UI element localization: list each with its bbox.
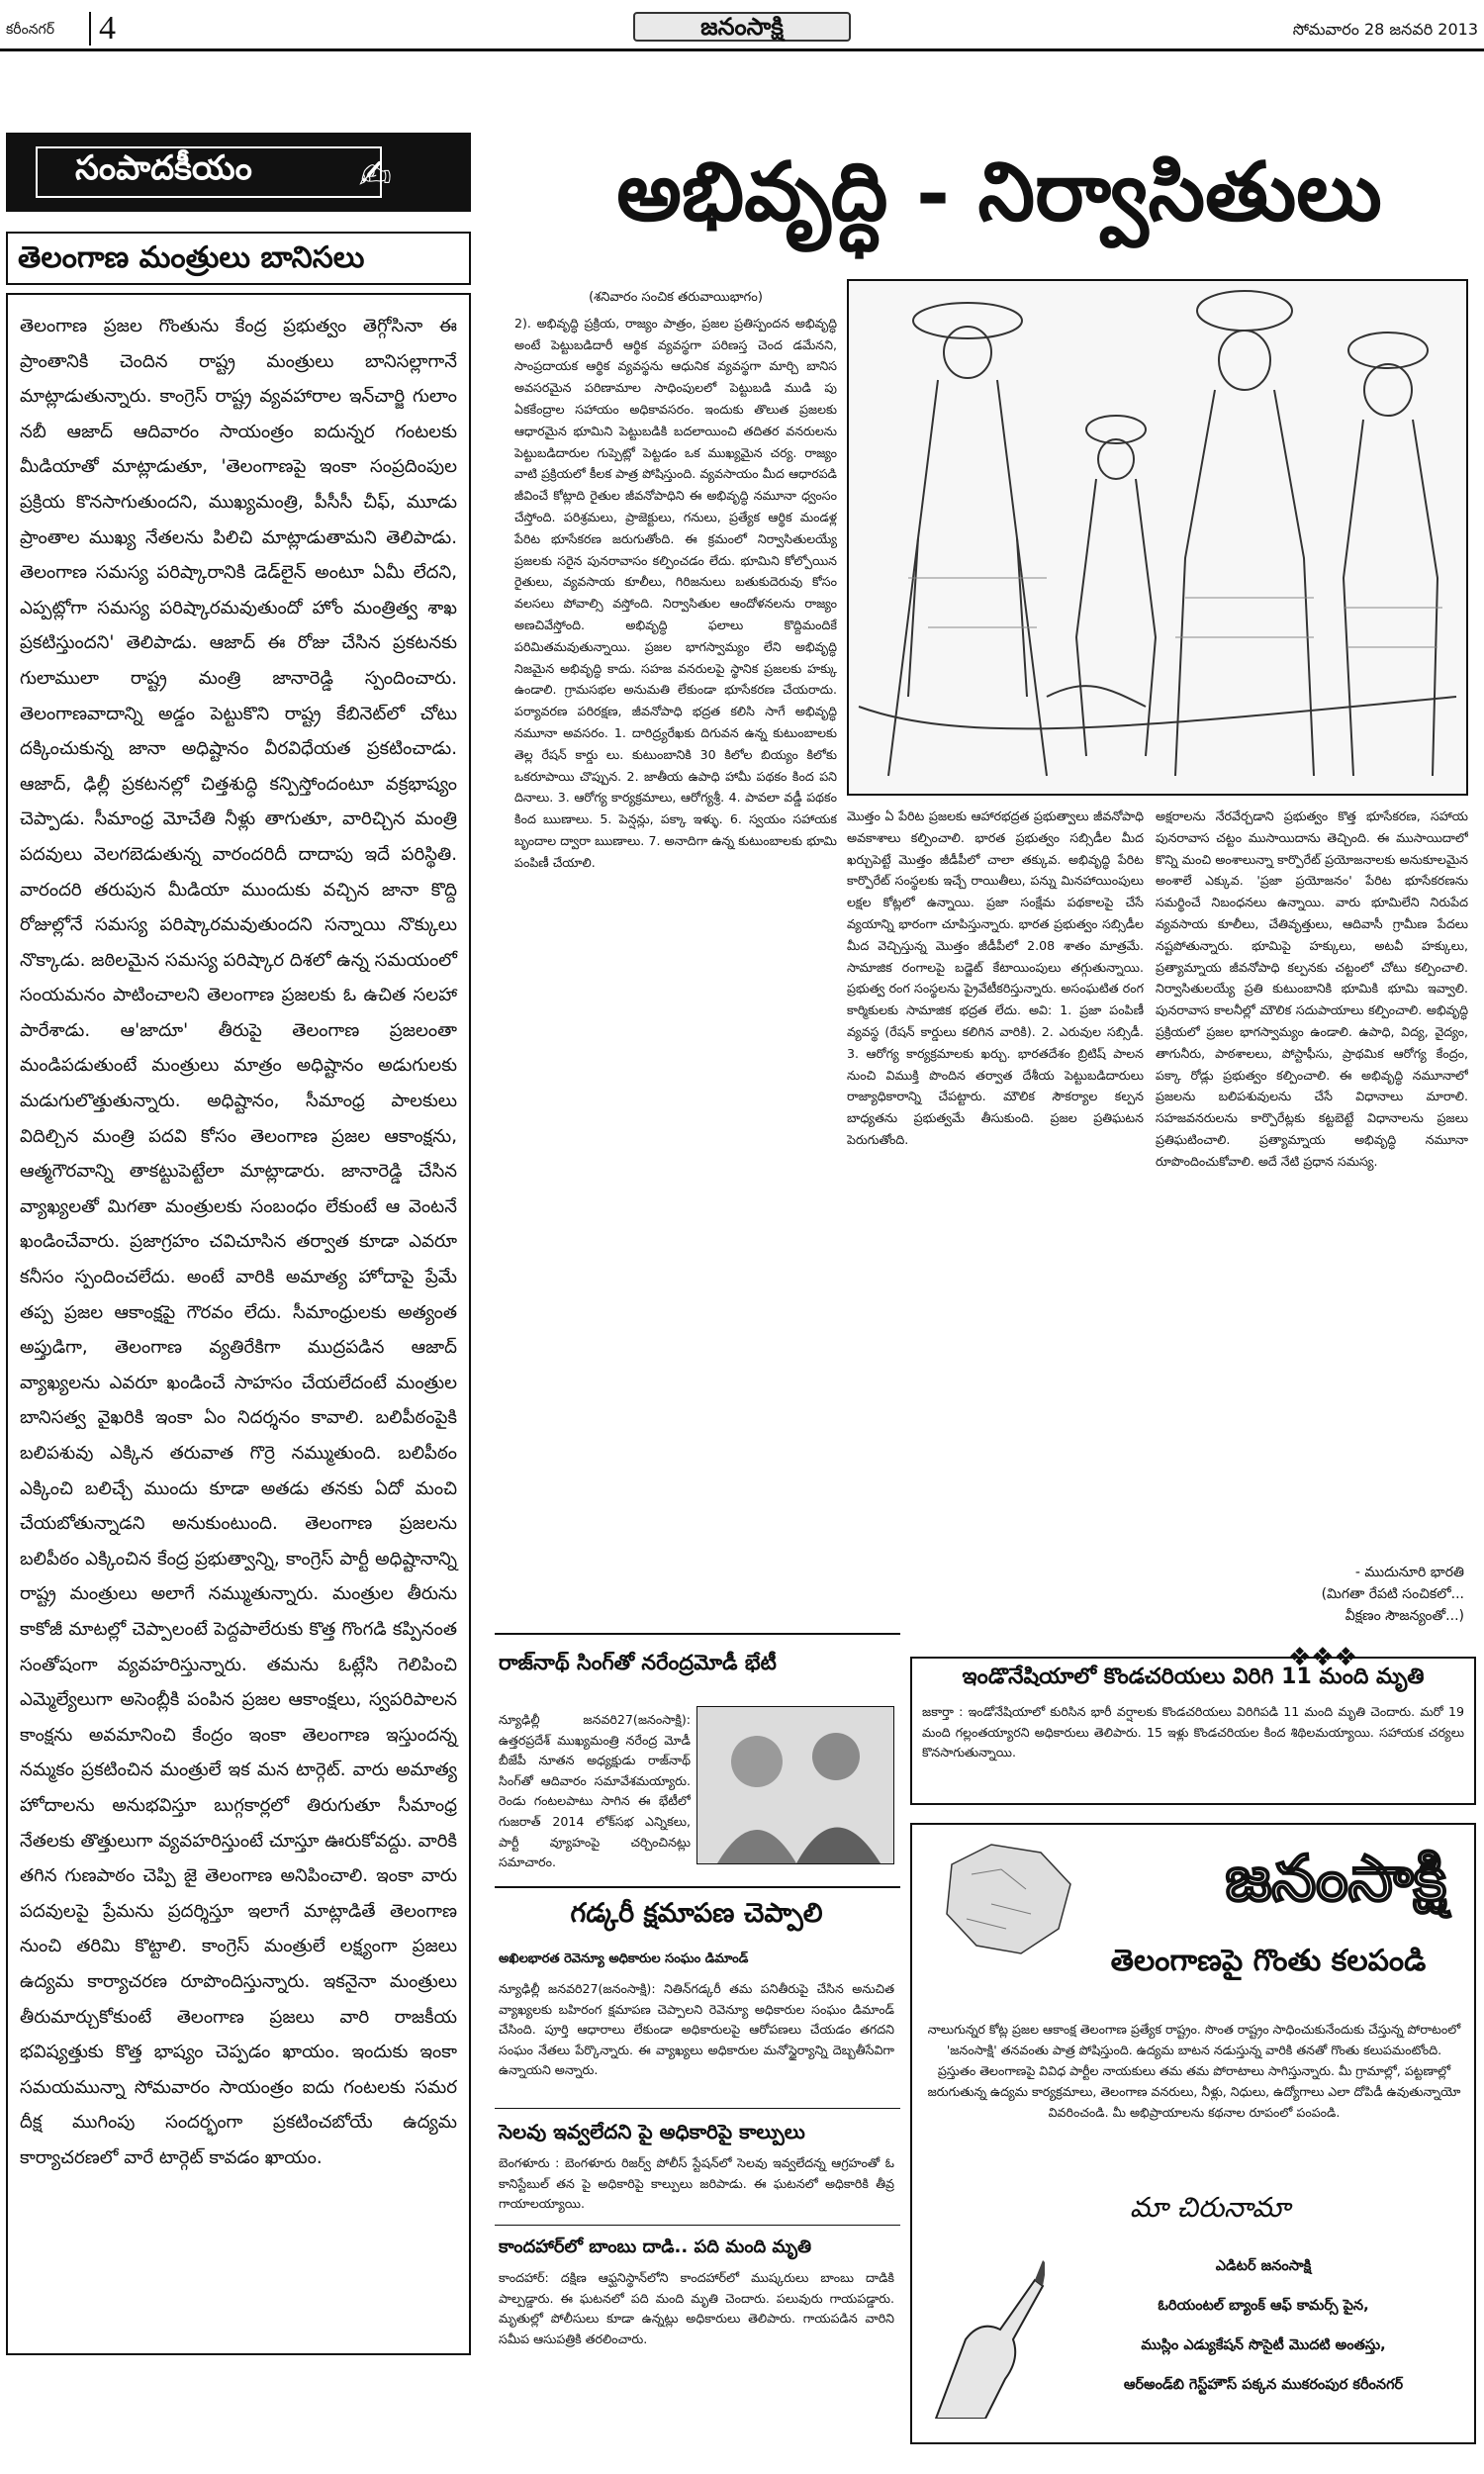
feature-column-1 bbox=[514, 287, 837, 1603]
continued-note: (శనివారం సంచిక తరువాయిభాగం) bbox=[589, 290, 763, 305]
story-body-modi: న్యూఢిల్లీ జనవరి27(జనంసాక్షి): ఉత్తరప్రదేశ్‌ ముఖ్యమంత్రి నరేంద్ర మోడీ బీజేపీ నూతన అధ్యక్షుడు రాజ్‌నాథ్‌ సింగ్‌తో ఆదివారం సమావేశమయ్యారు. రెండు గంటలపాటు సాగిన ఈ భేటీలో గుజరాత్‌ 2014 లోక్‌సభ ఎన్నికలు, పార్టీ వ్యూహంపై చర్చించినట్లు సమాచారం. bbox=[499, 1712, 691, 1870]
ad-body-text: నాలుగున్నర కోట్ల ప్రజల ఆకాంక్ష తెలంగాణ ప్రత్యేక రాష్ట్రం. సొంత రాష్ట్రం సాధించుకునేందుకు చేస్తున్న పోరాటంలో 'జనంసాక్షి' తనవంతు పాత్ర పోషిస్తుంది. ఉద్యమ బాటన నడుస్తున్న వారికి తనతో గొంతు కలుపమంటోంది. ప్రస్తుతం తెలంగాణపై వివిధ పార్టీల నాయకులు తమ తమ పోరాటాలు సాగిస్తున్నారు. మీ గ్రామాల్లో, పట్టణాల్లో జరుగుతున్న ఉద్యమ కార్యక్రమాలు, తెలంగాణ వనరులు, నీళ్లు, నిధులు, ఉద్యోగాలు ఎలా దోపిడీ ఉవుతున్నాయో వివరించండి. మీ అభిప్రాయాలను కథనాల రూపంలో పంపండి. bbox=[927, 2022, 1461, 2120]
feature-column-2 bbox=[847, 806, 1144, 1558]
janamsakshi-advertisement bbox=[910, 1823, 1476, 2444]
address-line: ఓరియంటల్‌ బ్యాంక్‌ ఆఫ్‌ కామర్స్‌ పైన, bbox=[1158, 2298, 1369, 2314]
section-divider bbox=[495, 2108, 900, 2109]
feature-text: మొత్తం ఏ పేరిట ప్రజలకు ఆహారభద్రత ప్రభుత్వాలు జీవనోపాధి అవకాశాలు కల్పించాలి. భారత ప్రభుత్వం సబ్సిడీల మీద ఖర్చుపెట్టే మొత్తం జీడీపీలో చాలా తక్కువ. అభివృద్ధి పేరిట కార్పొరేట్‌ సంస్థలకు ఇచ్చే రాయితీలు, పన్ను మినహాయింపులు లక్షల కోట్లలో ఉన్నాయి. ప్రజా సంక్షేమ పథకాలపై చేసే వ్యయాన్ని భారంగా చూపిస్తున్నారు. భారత ప్రభుత్వం సబ్సిడీల మీద వెచ్చిస్తున్న మొత్తం జీడీపీలో 2.08 శాతం మాత్రమే. సామాజిక రంగాలపై బడ్జెట్‌ కేటాయింపులు తగ్గుతున్నాయి. ప్రభుత్వ రంగ సంస్థలను ప్రైవేటీకరిస్తున్నారు. అసంఘటిత రంగ కార్మికులకు సామాజిక భద్రత లేదు. అవి: 1. ప్రజా పంపిణీ వ్యవస్థ (రేషన్‌ కార్డులు కలిగిన వారికి). 2. ఎరువుల సబ్సిడీ. 3. ఆరోగ్య కార్యక్రమాలకు ఖర్చు. భారతదేశం బ్రిటిష్‌ పాలన నుంచి విముక్తి పొందిన తర్వాత దేశీయ పెట్టుబడిదారులు రాజ్యాధికారాన్ని చేపట్టారు. మౌలిక సౌకర్యాల కల్పన బాధ్యతను ప్రభుత్వమే తీసుకుంది. ప్రజల ప్రతిఘటన పెరుగుతోంది. bbox=[847, 809, 1144, 1147]
story-headline-kandahar: కాందహార్‌లో బాంబు దాడి.. పది మంది మృతి bbox=[499, 2236, 812, 2257]
address-heading: మా చిరునామా bbox=[1130, 2191, 1291, 2224]
hand-writing-icon bbox=[926, 2221, 1045, 2419]
page-number: 4 bbox=[99, 10, 116, 47]
story-body-gadkari: న్యూఢిల్లీ జనవరి27(జనంసాక్షి): నితిన్‌గడ్కరీ తమ పనితీరుపై చేసిన అనుచిత వ్యాఖ్యలకు బహిరంగ క్షమాపణ చెప్పాలని రెవెన్యూ అధికారుల సంఘం డిమాండ్‌ చేసింది. పూర్తి ఆధారాలు లేకుండా అధికారులపై ఆరోపణలు చేయడం తగదని సంఘం నేతలు పేర్కొన్నారు. ఈ వ్యాఖ్యలు అధికారుల మనోస్థైర్యాన్ని దెబ్బతీసేవిగా ఉన్నాయని అన్నారు. bbox=[499, 1981, 894, 2078]
story-body-kandahar: కాందహార్‌: దక్షిణ ఆఫ్ఘనిస్థాన్‌లోని కాందహార్‌లో ముష్కరులు బాంబు దాడికి పాల్పడ్డారు. ఈ ఘటనలో పది మంది మృతి చెందారు. పలువురు గాయపడ్డారు. మృతుల్లో పోలీసులు కూడా ఉన్నట్లు అధికారులు తెలిపారు. గాయపడిన వారిని సమీప ఆసుపత్రికి తరలించారు. bbox=[499, 2270, 894, 2346]
masthead-logo: జనంసాక్షి bbox=[633, 12, 851, 42]
editorial-section-label: సంపాదకీయం bbox=[75, 148, 252, 188]
courtesy-note: వీక్షణం సౌజన్యంతో...) bbox=[1345, 1608, 1464, 1624]
header-divider bbox=[89, 12, 91, 46]
ad-tagline: తెలంగాణపై గొంతు కలపండి bbox=[1110, 1944, 1427, 1978]
article-byline bbox=[1197, 1562, 1464, 1627]
story-headline-selavu: సెలవు ఇవ్వలేదని పై అధికారిపై కాల్పులు bbox=[499, 2120, 805, 2143]
pen-icon: ✍ bbox=[358, 152, 392, 198]
ad-logo-text: జనంసాక్షి bbox=[1225, 1843, 1446, 1916]
section-divider bbox=[495, 1633, 900, 1635]
editorial-title: తెలంగాణ మంత్రులు బానిసలు bbox=[6, 232, 471, 285]
story-headline-indonesia: ఇండొనేషియాలో కొండచరియలు విరిగి 11 మంది మృతి bbox=[962, 1665, 1425, 1689]
sketch-illustration bbox=[847, 279, 1468, 796]
story-headline-gadkari: గడ్కరీ క్షమాపణ చెప్పాలి bbox=[570, 1898, 823, 1929]
address-block bbox=[1061, 2246, 1466, 2405]
story-headline-modi: రాజ్‌నాథ్‌ సింగ్‌తో నరేంద్రమోడీ భేటీ bbox=[499, 1651, 777, 1674]
story-body-selavu: బెంగళూరు : బెంగళూరు రిజర్వ్‌ పోలీస్‌ స్టేషన్‌లో సెలవు ఇవ్వలేదన్న ఆగ్రహంతో ఓ కానిస్టేబుల్‌ తన పై అధికారిపై కాల్పులు జరిపాడు. ఈ ఘటనలో అధికారికి తీవ్ర గాయాలయ్యాయి. bbox=[499, 2155, 894, 2212]
author-name: - ముదునూరి భారతి bbox=[1354, 1565, 1464, 1580]
page-header bbox=[0, 0, 1484, 51]
leaders-photo-image bbox=[697, 1707, 893, 1863]
feature-headline: అభివృద్ధి - నిర్వాసితులు bbox=[616, 144, 1382, 239]
feature-text: అక్షరాలను నేరవేర్చడాని ప్రభుత్వం కొత్త భూసేకరణ, సహాయ పునరావాస చట్టం ముసాయిదాను తెచ్చింది. ఈ ముసాయిదాలో కొన్ని మంచి అంశాలున్నా కార్పొరేట్‌ ప్రయోజనాలకు అనుకూలమైన అంశాలే ఎక్కువ. 'ప్రజా ప్రయోజనం' పేరిట భూసేకరణను సమర్థించే నిబంధనలు ఉన్నాయి. వారు భూమిలేని నిరుపేద వ్యవసాయ కూలీలు, చేతివృత్తులు, ఆదివాసీ గ్రామీణ పేదలు నష్టపోతున్నారు. భూమిపై హక్కులు, అటవీ హక్కులు, ప్రత్యామ్నాయ జీవనోపాధి కల్పనకు చట్టంలో చోటు కల్పించాలి. నిర్వాసితులయ్యే ప్రతి కుటుంబానికి భూమికి భూమి ఇవ్వాలి. పునరావాస కాలనీల్లో మౌలిక సదుపాయాలు కల్పించాలి. అభివృద్ధి ప్రక్రియలో ప్రజల భాగస్వామ్యం ఉండాలి. ఉపాధి, విద్య, వైద్యం, తాగునీరు, పాఠశాలలు, పోస్టాఫీసు, ప్రాథమిక ఆరోగ్య కేంద్రం, పక్కా రోడ్లు ప్రభుత్వం కల్పించాలి. ఈ అభివృద్ధి నమూనాలో ప్రజలను బలిపశువులను చేసే విధానాలు మారాలి. సహజవనరులను కార్పొరేట్లకు కట్టబెట్టే విధానాలను ప్రజలు ప్రతిఘటించాలి. ప్రత్యామ్నాయ అభివృద్ధి నమూనా రూపొందించుకోవాలి. అదే నేటి ప్రధాన సమస్య. bbox=[1156, 809, 1468, 1169]
editorial-body: తెలంగాణ ప్రజల గొంతును కేంద్ర ప్రభుత్వం తెగ్గోసినా ఈ ప్రాంతానికి చెందిన రాష్ట్ర మంత్రులు బానిసల్లాగానే మాట్లాడుతున్నారు. కాంగ్రెస్‌ రాష్ట్ర వ్యవహారాల ఇన్‌చార్జి గులాం నబీ ఆజాద్‌ ఆదివారం సాయంత్రం ఐదున్నర గంటలకు మీడియాతో మాట్లాడుతూ, 'తెలంగాణపై ఇంకా సంప్రదింపుల ప్రక్రియ కొనసాగుతుందని, ముఖ్యమంత్రి, పీసీసీ చీఫ్‌, మూడు ప్రాంతాల ముఖ్య నేతలను పిలిచి మాట్లాడుతామని తెలిపాడు. తెలంగాణ సమస్య పరిష్కారానికి డెడ్‌లైన్‌ అంటూ ఏమీ లేదని, ఎప్పట్లోగా సమస్య పరిష్కారమవుతుందో హోం మంత్రిత్వ శాఖ ప్రకటిస్తుందని' తెలిపాడు. ఆజాద్‌ ఈ రోజు చేసిన ప్రకటనకు గులాములా రాష్ట్ర మంత్రి జానారెడ్డి స్పందించారు. తెలంగాణవాదాన్ని అడ్డం పెట్టుకొని రాష్ట్ర కేబినెట్‌లో చోటు దక్కించుకున్న జానా అధిష్టానం వీరవిధేయత ప్రకటించాడు. ఆజాద్‌, ఢిల్లీ ప్రకటనల్లో చిత్తశుద్ధి కన్పిస్తోందంటూ వక్రభాష్యం చెప్పాడు. సీమాంధ్ర మోచేతి నీళ్లు తాగుతూ, వారిచ్చిన మంత్రి పదవులు వెలగబెడుతున్న వారందరిదీ దాదాపు ఇదే పరిస్థితి. వారందరి తరుపున మీడియా ముందుకు వచ్చిన జానా కొద్ది రోజుల్లోనే సమస్య పరిష్కారమవుతుందని సన్నాయి నొక్కులు నొక్కాడు. జఠిలమైన సమస్య పరిష్కార దిశలో ఉన్న సమయంలో సంయమనం పాటించాలని తెలంగాణ ప్రజలకు ఓ ఉచిత సలహా పారేశాడు. ఆ'జాదూ' తీరుపై తెలంగాణ ప్రజలంతా మండిపడుతుంటే మంత్రులు మాత్రం అధిష్టానం అడుగులకు మడుగులొత్తుతున్నారు. అధిష్టానం, సీమాంధ్ర పాలకులు విదిల్చిన మంత్రి పదవి కోసం తెలంగాణ ప్రజల ఆకాంక్షను, ఆత్మగౌరవాన్ని తాకట్టుపెట్టేలా మాట్లాడారు. జానారెడ్డి చేసిన వ్యాఖ్యలతో మిగతా మంత్రులకు సంబంధం లేకుంటే ఆ వెంటనే ఖండించేవారు. ప్రజాగ్రహం చవిచూసిన తర్వాత కూడా ఎవరూ కనీసం స్పందించలేదు. అంటే వారికి అమాత్య హోదాపై ప్రేమే తప్ప ప్రజల ఆకాంక్షపై గౌరవం లేదు. సీమాంధ్రులకు అత్యంత అప్తుడిగా, తెలంగాణ వ్యతిరేకిగా ముద్రపడిన ఆజాద్‌ వ్యాఖ్యలను ఎవరూ ఖండించే సాహసం చేయలేదంటే మంత్రుల బానిసత్వ వైఖరికి ఇంకా ఏం నిదర్శనం కావాలి. బలిపీఠంపైకి బలిపశువు ఎక్కిన తరువాత గొర్రె నమ్ముతుంది. బలిపీఠం ఎక్కించి బలిచ్చే ముందు కూడా అతడు తనకు ఏదో మంచి చేయబోతున్నాడని అనుకుంటుంది. తెలంగాణ ప్రజలను బలిపీఠం ఎక్కించిన కేంద్ర ప్రభుత్వాన్ని, కాంగ్రెస్‌ పార్టీ అధిష్టానాన్ని రాష్ట్ర మంత్రులు అలాగే నమ్ముతున్నారు. మంత్రుల తీరును కాకోజీ మాటల్లో చెప్పాలంటే పెద్దపాలేరుకు కొత్త గొంగడి కప్పినంత సంతోషంగా వ్యవహరిస్తున్నారు. తమను ఓట్లేసి గెలిపించి ఎమ్మెల్యేలుగా అసెంబ్లీకి పంపిన ప్రజల ఆకాంక్షలు, స్వపరిపాలన కాంక్షను అవమానించి కేంద్రం ఇంకా తెలంగాణ ఇస్తుందన్న నమ్మకం ప్రకటించిన మంత్రులే ఇక మన టార్గెట్‌. వారు అమాత్య హోదాలను అనుభవిస్తూ బుగ్గకార్లలో తిరుగుతూ సీమాంధ్ర నేతలకు తొత్తులుగా వ్యవహరిస్తుంటే చూస్తూ ఊరుకోవద్దు. వారికి తగిన గుణపాఠం చెప్పి జై తెలంగాణ అనిపించాలి. ఇంకా వారు పదవులపై ప్రేమను ప్రదర్శిస్తూ ఇలాగే మాట్లాడితే తెలంగాణ నుంచి తరిమి కొట్టాలి. కాంగ్రెస్‌ మంత్రులే లక్ష్యంగా ప్రజలు ఉద్యమ కార్యాచరణ రూపొందిస్తున్నారు. ఇకనైనా మంత్రులు తీరుమార్చుకోకుంటే తెలంగాణ ప్రజలు వారి రాజకీయ భవిష్యత్తుకు కొత్త భాష్యం చెప్పడం ఖాయం. ఇందుకు ఇంకా సమయమున్నా సోమవారం సాయంత్రం ఐదు గంటలకు సమర దీక్ష ముగింపు సందర్భంగా ప్రకటించబోయే ఉద్యమ కార్యాచరణలో వారే టార్గెట్‌ కావడం ఖాయం. bbox=[6, 293, 471, 2355]
feature-column-3 bbox=[1156, 806, 1468, 1558]
section-end-ornament: ❖❖❖ bbox=[1288, 1643, 1357, 1672]
address-line: ఆర్‌అండ్‌బి గెస్ట్‌హౌస్‌ పక్కన ముకరంపుర కరీంనగర్‌ bbox=[1123, 2377, 1404, 2393]
section-divider bbox=[495, 2225, 900, 2226]
feature-text: 2). అభివృద్ధి ప్రక్రియ, రాజ్యం పాత్రం, ప్రజల ప్రతిస్పందన అభివృద్ధి అంటే పెట్టుబడిదారీ ఆర్థిక వ్యవస్థగా పరిణస్త చెంద డమేనని, సాంప్రదాయక ఆర్థిక వ్యవస్థను ఆధునిక వ్యవస్థగా మార్చి బానిస అవసరమైన పరిణామాల సాధింపులలో పెట్టుబడి ముడి పు ఏకకేంద్రాల సహాయం అధికావసరం. ఇందుకు తొలుత ప్రజలకు ఆధారమైన భూమిని పెట్టుబడికి బదలాయించి తదితర వనరులను పెట్టుబడిదారుల గుప్పెట్లో పెట్టడం ఒక ముఖ్యమైన చర్య. రాజ్యం వాటి ప్రక్రియలో కీలక పాత్ర పోషిస్తుంది. వ్యవసాయం మీద ఆధారపడి జీవించే కోట్లాది రైతుల జీవనోపాధిని ఈ అభివృద్ధి నమూనా ధ్వంసం చేస్తోంది. పరిశ్రమలు, ప్రాజెక్టులు, గనులు, ప్రత్యేక ఆర్థిక మండళ్ల పేరిట భూసేకరణ జరుగుతోంది. ఈ క్రమంలో నిర్వాసితులయ్యే ప్రజలకు సరైన పునరావాసం కల్పించడం లేదు. భూమిని కోల్పోయిన రైతులు, వ్యవసాయ కూలీలు, గిరిజనులు బతుకుదెరువు కోసం వలసలు పోవాల్సి వస్తోంది. నిర్వాసితుల ఆందోళనలను రాజ్యం అణచివేస్తోంది. అభివృద్ధి ఫలాలు కొద్దిమందికే పరిమితమవుతున్నాయి. ప్రజల భాగస్వామ్యం లేని అభివృద్ధి నిజమైన అభివృద్ధి కాదు. సహజ వనరులపై స్థానిక ప్రజలకు హక్కు ఉండాలి. గ్రామసభల అనుమతి లేకుండా భూసేకరణ చేయరాదు. పర్యావరణ పరిరక్షణ, జీవనోపాధి భద్రత కలిసి సాగే అభివృద్ధి నమూనా అవసరం. 1. దారిద్ర్యరేఖకు దిగువన ఉన్న కుటుంబాలకు తెల్ల రేషన్‌ కార్డు లు. కుటుంబానికి 30 కిలోల బియ్యం కిలోకు ఒకరూపాయి చొప్పున. 2. జాతీయ ఉపాధి హామీ పథకం కింద పని దినాలు. 3. ఆరోగ్య కార్యక్రమాలు, ఆరోగ్యశ్రీ. 4. పావలా వడ్డీ పథకం కింద ఋణాలు. 5. పెన్షన్లు, పక్కా ఇళ్ళు. 6. స్వయం సహాయక బృందాల ద్వారా ఋణాలు. 7. అనాదిగా ఉన్న కుటుంబాలకు భూమి పంపిణీ చేయాలి. bbox=[514, 315, 837, 870]
address-line: ముస్లిం ఎడ్యుకేషన్‌ సొసైటీ మొదటి అంతస్తు, bbox=[1141, 2337, 1386, 2353]
news-photo bbox=[696, 1706, 894, 1864]
women-carrying-pots-sketch bbox=[849, 281, 1466, 794]
edition-city: కరీంనగర్ bbox=[6, 22, 54, 38]
address-line: ఎడిటర్‌ జనంసాక్షి bbox=[1215, 2258, 1312, 2274]
indonesia-news-box bbox=[910, 1657, 1476, 1805]
issue-date: సోమవారం 28 జనవరి 2013 bbox=[1292, 20, 1478, 39]
story-subhead-gadkari: అఖిలభారత రెవెన్యూ అధికారుల సంఘం డిమాండ్‌ bbox=[499, 1951, 749, 1966]
section-divider bbox=[495, 1886, 900, 1888]
continuation-note: (మిగతా రేపటి సంచికలో... bbox=[1321, 1586, 1464, 1602]
editorial-banner bbox=[6, 133, 471, 212]
story-body-indonesia: జకార్తా : ఇండోనేషియాలో కురిసిన భారీ వర్షాలకు కొండచరియలు విరిగిపడి 11 మంది మృతి చెందారు. మరో 19 మంది గల్లంతయ్యారని అధికారులు తెలిపారు. 15 ఇళ్లు కొండచరియల కింద శిథిలమయ్యాయి. సహాయక చర్యలు కొనసాగుతున్నాయి. bbox=[922, 1704, 1464, 1760]
